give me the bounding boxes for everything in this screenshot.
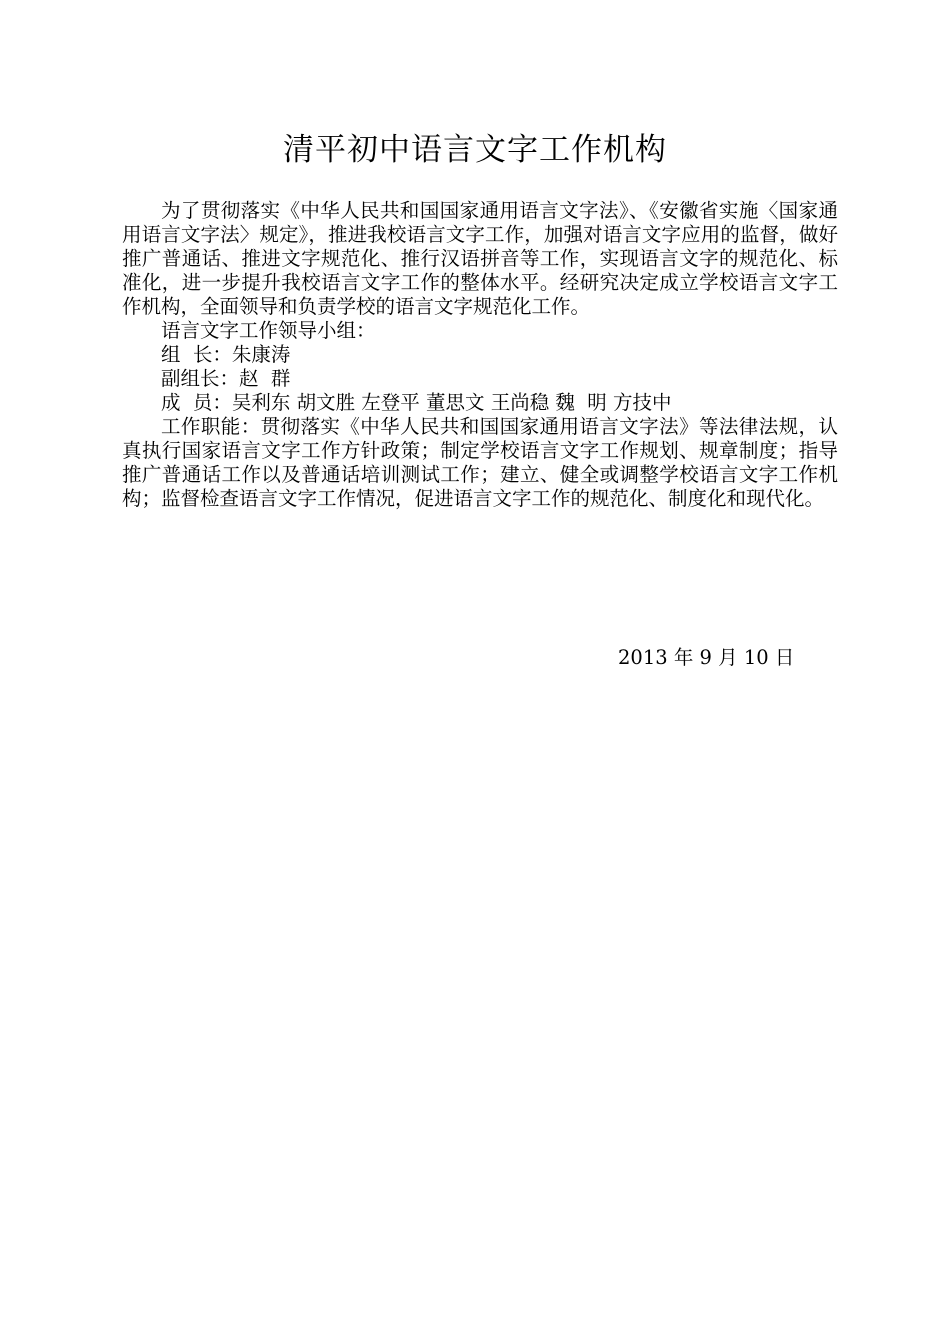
leadership-group-heading: 语言文字工作领导小组： [161, 319, 376, 342]
document-body [122, 199, 838, 511]
duties-paragraph: 工作职能：贯彻落实《中华人民共和国国家通用语言文字法》等法律法规，认真执行国家语言文字工作方针政策；制定学校语言文字工作规划、规章制度；指导推广普通话工作以及普通话培训测试工作；建立、健全或调整学校语言文字工作机构；监督检查语言文字工作情况，促进语言文字工作的规范化、制度化和现代化。 [122, 415, 838, 510]
group-leader-line: 组 长：朱康涛 [161, 343, 291, 366]
document-title: 清平初中语言文字工作机构 [283, 132, 667, 168]
deputy-leader-line: 副组长：赵 群 [161, 367, 291, 390]
document-date: 2013 年 9 月 10 日 [618, 646, 795, 669]
members-line: 成 员：吴利东 胡文胜 左登平 董思文 王尚稳 魏 明 方技中 [161, 391, 672, 414]
intro-paragraph: 为了贯彻落实《中华人民共和国国家通用语言文字法》、《安徽省实施〈国家通用语言文字法〉规定》，推进我校语言文字工作，加强对语言文字应用的监督，做好推广普通话、推进文字规范化、推行汉语拼音等工作，实现语言文字的规范化、标准化，进一步提升我校语言文字工作的整体水平。经研究决定成立学校语言文字工作机构，全面领导和负责学校的语言文字规范化工作。 [122, 199, 838, 318]
